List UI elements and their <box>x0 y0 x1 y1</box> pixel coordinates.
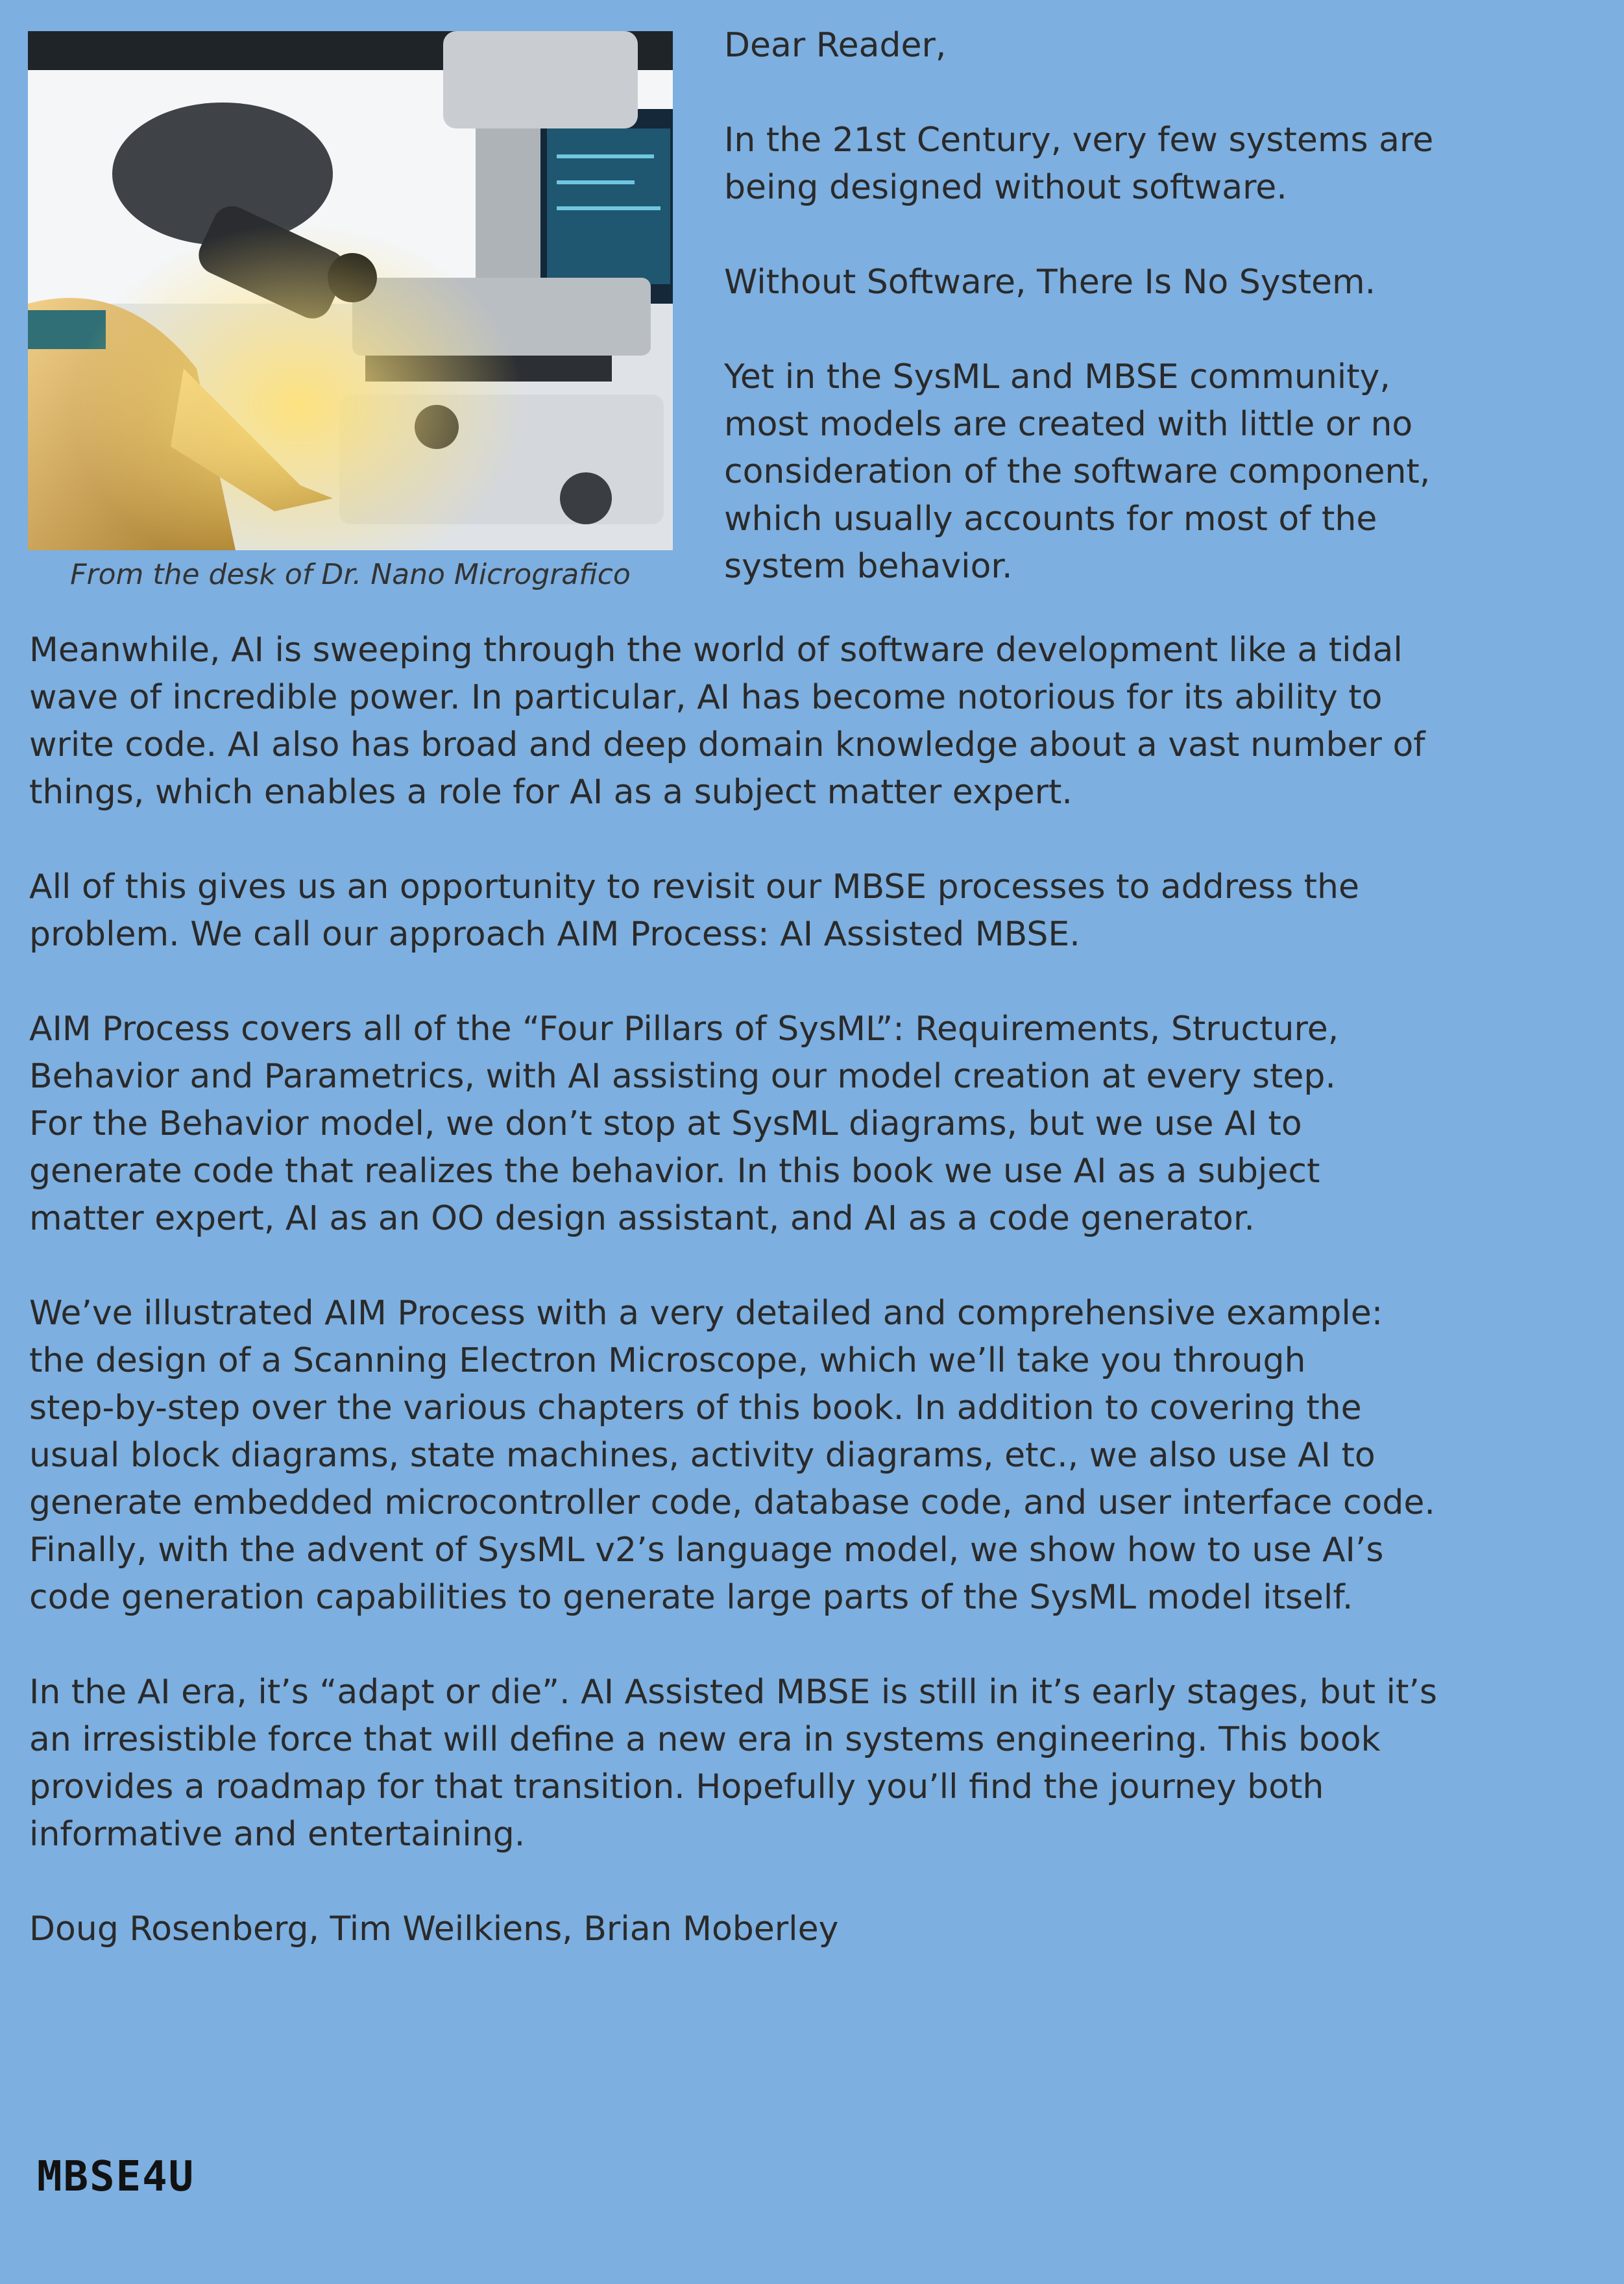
paragraph: Without Software, There Is No System. <box>724 263 1376 302</box>
paragraph: All of this gives us an opportunity to revisit our MBSE processes to address the problem. We call our approach AIM Process: AI Assisted MBSE. <box>29 868 1359 954</box>
paragraph: In the AI era, it’s “adapt or die”. AI Assisted MBSE is still in it’s early stages, but it’s an irresistible force that will define a new era in systems engineering. This book provides a roadmap for that transition. Hopefully you’ll find the journey both informative and entertaining. <box>29 1673 1438 1854</box>
robot-at-microscope-image <box>28 31 673 550</box>
image-caption: From the desk of Dr. Nano Micrografico <box>70 558 631 591</box>
paragraph: In the 21st Century, very few systems are being designed without software. <box>724 121 1434 207</box>
paragraph: Yet in the SysML and MBSE community, most models are created with little or no consideration of the software component, which usually accounts for most of the system behavior. <box>724 358 1431 586</box>
paragraph: Meanwhile, AI is sweeping through the world of software development like a tidal wave of incredible power. In particular, AI has become notorious for its ability to write code. AI also has broad and deep domain knowledge about a vast number of things, which enables a role for AI as a subject matter expert. <box>29 631 1425 812</box>
intro-text <box>724 22 1606 590</box>
body-text <box>29 627 1612 2000</box>
paragraph: We’ve illustrated AIM Process with a very detailed and comprehensive example: the design of a Scanning Electron Microscope, which we’ll take you through step-by-step over the various chapters of this book. In addition to covering the usual block diagrams, state machines, activity diagrams, etc., we also use AI to generate embedded microcontroller code, database code, and user interface code. Finally, with the advent of SysML v2’s language model, we show how to use AI’s code generation capabilities to generate large parts of the SysML model itself. <box>29 1294 1435 1617</box>
signature: Doug Rosenberg, Tim Weilkiens, Brian Moberley <box>29 1910 839 1949</box>
paragraph: AIM Process covers all of the “Four Pillars of SysML”: Requirements, Structure, Behavior and Parametrics, with AI assisting our model creation at every step. For the Behavior model, we don’t stop at SysML diagrams, but we use AI to generate code that realizes the behavior. In this book we use AI as a subject matter expert, AI as an OO design assistant, and AI as a code generator. <box>29 1010 1339 1238</box>
publisher-logo: MBSE4U <box>37 2153 195 2201</box>
salutation: Dear Reader, <box>724 26 947 65</box>
